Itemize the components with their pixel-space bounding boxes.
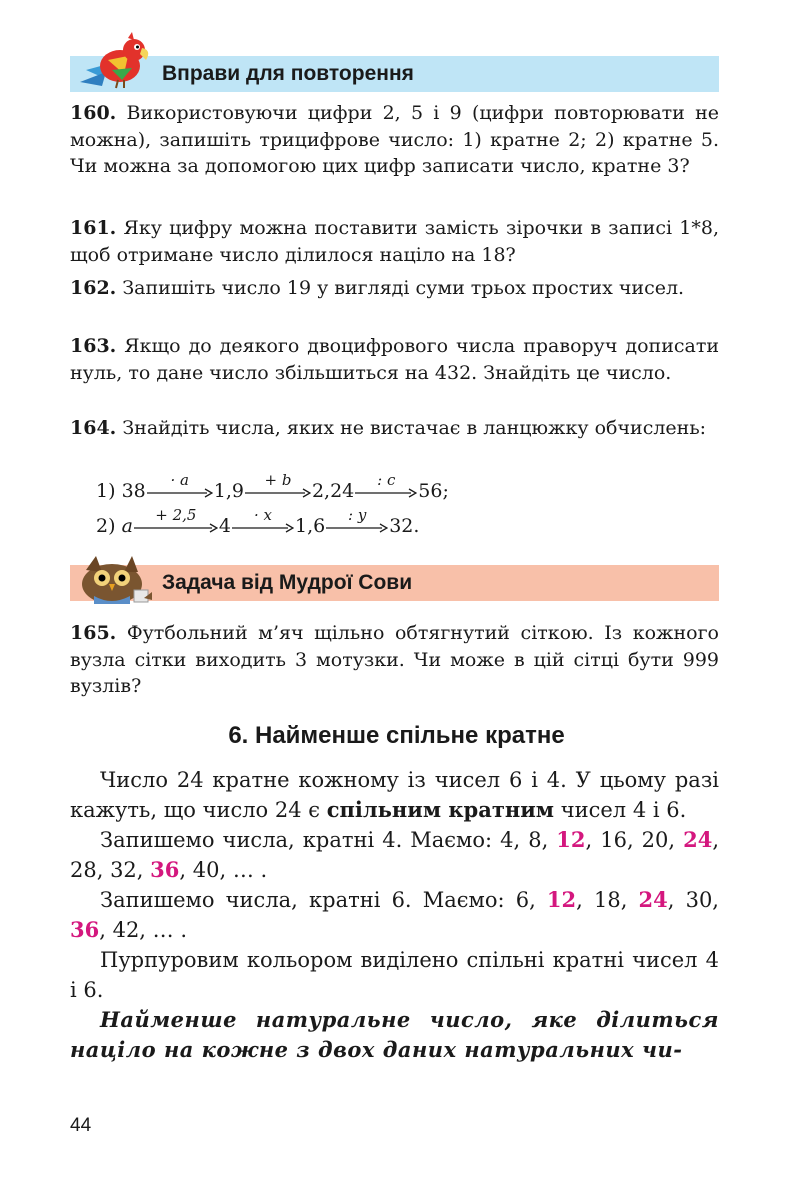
right-arrow-icon bbox=[245, 488, 311, 498]
definition-paragraph: Найменше натуральне число, яке ділиться націло на кожне з двох даних натуральних чи- bbox=[70, 1007, 719, 1062]
text-run: , 30, bbox=[667, 888, 719, 912]
highlight-number: 36 bbox=[70, 917, 100, 942]
text-run: чисел 4 і 6. bbox=[554, 798, 687, 822]
arrow-label: : y bbox=[348, 506, 367, 524]
exercise-164 bbox=[70, 415, 719, 442]
exercise-text: Футбольний м’яч щільно обтягнутий сіткою. Із кожного вузла сітки виходить 3 мотузки. Чи може в цій сітці бути 999 вузлів? bbox=[70, 622, 719, 697]
arrow-label: : c bbox=[377, 471, 396, 489]
paragraph-3 bbox=[70, 885, 719, 945]
exercise-162 bbox=[70, 275, 719, 302]
arrow-op bbox=[232, 506, 294, 537]
chain-value: 38 bbox=[121, 480, 146, 502]
right-arrow-icon bbox=[134, 523, 218, 533]
exercise-text: Знайдіть числа, яких не вистачає в ланцюжку обчислень: bbox=[122, 417, 707, 439]
arrow-label: · a bbox=[170, 471, 189, 489]
exercise-text: Використовуючи цифри 2, 5 і 9 (цифри повторювати не можна), запишіть трицифрове число: 1) кратне 2; 2) кратне 5. Чи можна за допомогою цих цифр записати число, кратне 3? bbox=[70, 102, 719, 177]
arrow-op bbox=[326, 506, 388, 537]
section-banner-review bbox=[70, 56, 719, 92]
banner-title: Задача від Мудрої Сови bbox=[162, 571, 413, 594]
right-arrow-icon bbox=[147, 488, 213, 498]
arrow-op bbox=[147, 471, 213, 502]
parrot-icon bbox=[78, 30, 156, 96]
section-title: 6. Найменше спільне кратне bbox=[228, 722, 565, 749]
exercise-number: 161. bbox=[70, 217, 117, 239]
exercise-number: 164. bbox=[70, 417, 117, 439]
exercise-number: 163. bbox=[70, 335, 117, 357]
text-run: , 42, … . bbox=[99, 918, 188, 942]
exercise-number: 162. bbox=[70, 277, 117, 299]
right-arrow-icon bbox=[232, 523, 294, 533]
paragraph-4: Пурпуровим кольором виділено спільні кратні чисел 4 і 6. bbox=[70, 948, 719, 1002]
text-run: Запишемо числа, кратні 6. Маємо: 6, bbox=[100, 888, 547, 912]
arrow-label: · x bbox=[253, 506, 272, 524]
highlight-number: 24 bbox=[638, 887, 668, 912]
highlight-number: 36 bbox=[150, 857, 180, 882]
chain-label: 2) bbox=[96, 515, 116, 537]
exercise-161 bbox=[70, 215, 719, 268]
page-number: 44 bbox=[70, 1115, 92, 1136]
arrow-op bbox=[245, 471, 311, 502]
text-run: Число 24 кратне кожному із чисел 6 і 4. У цьому разі кажуть, що число 24 є bbox=[70, 768, 719, 822]
term-bold: спільним кратним bbox=[326, 797, 555, 822]
highlight-number: 12 bbox=[546, 887, 577, 912]
right-arrow-icon bbox=[326, 523, 388, 533]
chain-value: 1,6 bbox=[294, 515, 326, 537]
paragraph-2 bbox=[70, 825, 719, 885]
chain-value: 4 bbox=[218, 515, 231, 537]
section-banner-owl-task bbox=[70, 565, 719, 601]
right-arrow-icon bbox=[355, 488, 417, 498]
section-body bbox=[70, 765, 719, 1065]
text-run: , 28, 32, bbox=[70, 828, 719, 882]
calc-chain-2 bbox=[96, 507, 419, 537]
exercise-text: Запишіть число 19 у вигляді суми трьох простих чисел. bbox=[122, 277, 685, 299]
text-run: , 16, 20, bbox=[585, 828, 684, 852]
chain-value: 32. bbox=[389, 515, 420, 537]
arrow-op bbox=[134, 506, 218, 537]
chain-value: a bbox=[121, 515, 133, 537]
chain-label: 1) bbox=[96, 480, 116, 502]
text-run: , 40, … . bbox=[179, 858, 268, 882]
exercise-number: 165. bbox=[70, 622, 117, 644]
arrow-label: + 2,5 bbox=[155, 506, 197, 524]
chain-value: 56; bbox=[418, 480, 449, 502]
owl-icon bbox=[74, 548, 154, 614]
exercise-text: Яку цифру можна поставити замість зірочки в записі 1*8, щоб отримане число ділилося націло на 18? bbox=[70, 217, 719, 266]
paragraph-1 bbox=[70, 765, 719, 825]
arrow-label: + b bbox=[264, 471, 292, 489]
exercise-160 bbox=[70, 100, 719, 180]
exercise-number: 160. bbox=[70, 102, 117, 124]
text-run: , 18, bbox=[576, 888, 639, 912]
exercise-text: Якщо до деякого двоцифрового числа праворуч дописати нуль, то дане число збільшиться на 432. Знайдіть це число. bbox=[70, 335, 719, 384]
highlight-number: 12 bbox=[556, 827, 586, 852]
chain-value: 2,24 bbox=[311, 480, 355, 502]
text-run: Запишемо числа, кратні 4. Маємо: 4, 8, bbox=[100, 828, 557, 852]
exercise-165 bbox=[70, 620, 719, 700]
banner-title: Вправи для повторення bbox=[162, 62, 414, 85]
chain-value: 1,9 bbox=[213, 480, 244, 502]
arrow-op bbox=[355, 471, 417, 502]
exercise-163 bbox=[70, 333, 719, 386]
highlight-number: 24 bbox=[683, 827, 713, 852]
calc-chain-1 bbox=[96, 472, 449, 502]
